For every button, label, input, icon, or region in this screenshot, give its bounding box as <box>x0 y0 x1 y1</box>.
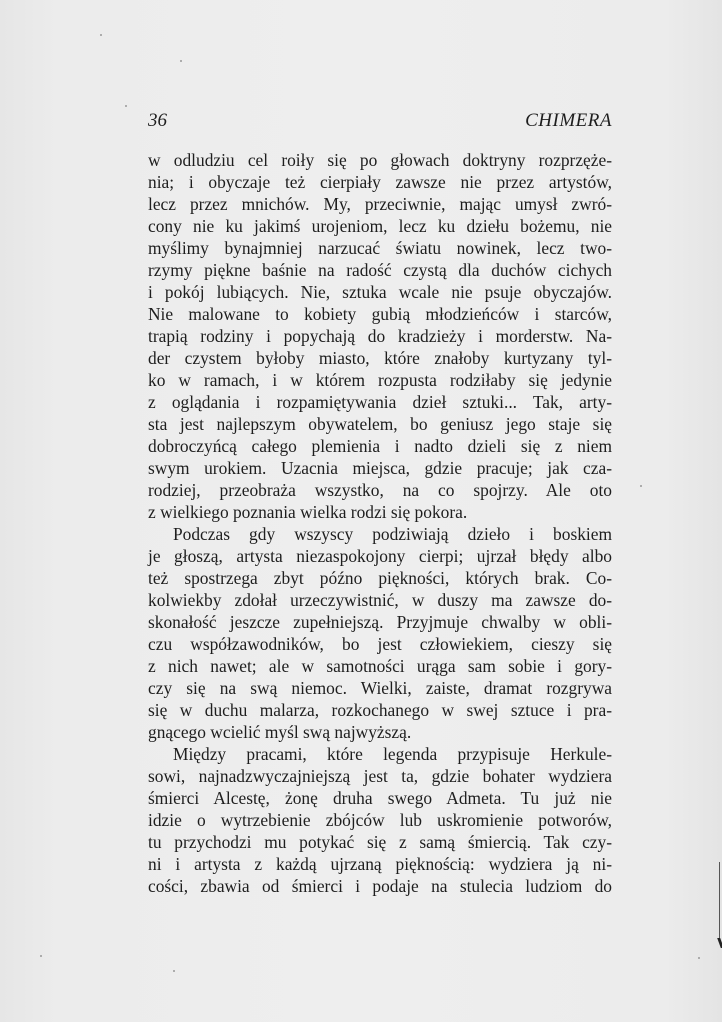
text-line: dobroczyńcą całego plemienia i nadto dzieli się z niem <box>148 436 612 456</box>
paper-speck <box>40 955 42 957</box>
paragraph <box>148 743 612 897</box>
text-line: skonałość jeszcze zupełniejszą. Przyjmuje chwalby w obli- <box>148 612 612 632</box>
body-text <box>148 149 612 897</box>
text-line: myślimy bynajmniej narzucać światu nowinek, lecz two- <box>148 238 612 258</box>
paper-speck <box>100 34 102 36</box>
text-line: kolwiekby zdołał urzeczywistnić, w duszy ma zawsze do- <box>148 590 612 610</box>
text-line: i pokój lubiących. Nie, sztuka wcale nie psuje obyczajów. <box>148 282 612 302</box>
text-line: śmierci Alcestę, żonę druha swego Admeta. Tu już nie <box>148 788 612 808</box>
text-line: czy się na swą niemoc. Wielki, zaiste, dramat rozgrywa <box>148 678 612 698</box>
page-edge-mark <box>717 938 722 948</box>
text-line: gnącego wcielić myśl swą najwyższą. <box>148 722 412 742</box>
text-line: Między pracami, które legenda przypisuje Herkule- <box>173 744 612 764</box>
paper-speck <box>125 105 127 107</box>
text-line: sowi, najnadzwyczajniejszą jest ta, gdzie bohater wydziera <box>148 766 612 786</box>
paper-speck <box>173 970 175 972</box>
text-line: idzie o wytrzebienie zbójców lub uskromienie potworów, <box>148 810 612 830</box>
text-line: nia; i obyczaje też cierpiały zawsze nie przez artystów, <box>148 172 612 192</box>
text-line: swym urokiem. Uzacnia miejsca, gdzie pracuje; jak cza- <box>148 458 612 478</box>
running-header <box>148 110 612 136</box>
text-line: się w duchu malarza, rozkochanego w swej sztuce i pra- <box>148 700 612 720</box>
text-line: sta jest najlepszym obywatelem, bo geniusz jego staje się <box>148 414 612 434</box>
page-number: 36 <box>148 110 167 131</box>
text-line: ni i artysta z każdą ujrzaną pięknością: wydziera ją ni- <box>148 854 612 874</box>
paper-speck <box>698 957 700 959</box>
page-edge-line <box>719 862 720 942</box>
text-line: Nie malowane to kobiety gubią młodzieńców i starców, <box>148 304 612 324</box>
text-line: z oglądania i rozpamiętywania dzieł sztuki... Tak, arty- <box>148 392 612 412</box>
text-line: ko w ramach, i w którem rozpusta rodziłaby się jedynie <box>148 370 612 390</box>
text-line: lecz przez mnichów. My, przeciwnie, mając umysł zwró- <box>148 194 612 214</box>
text-line: rodziej, przeobraża wszystko, na co spojrzy. Ale oto <box>148 480 612 500</box>
paper-speck <box>180 60 182 62</box>
text-line: Podczas gdy wszyscy podziwiają dzieło i boskiem <box>173 524 612 544</box>
text-line: w odludziu cel roiły się po głowach doktryny rozprzęże- <box>148 150 612 170</box>
paragraph <box>148 523 612 743</box>
text-line: też spostrzega zbyt późno piękności, których brak. Co- <box>148 568 612 588</box>
text-line: z nich nawet; ale w samotności urąga sam sobie i gory- <box>148 656 612 676</box>
text-line: czu współzawodników, bo jest człowiekiem, cieszy się <box>148 634 612 654</box>
text-line: je głoszą, artysta niezaspokojony cierpi; ujrzał błędy albo <box>148 546 612 566</box>
text-line: z wielkiego poznania wielka rodzi się pokora. <box>148 502 468 522</box>
text-line: cości, zbawia od śmierci i podaje na stulecia ludziom do <box>148 876 612 896</box>
paper-speck <box>640 485 642 487</box>
paragraph <box>148 149 612 523</box>
running-title: CHIMERA <box>525 110 612 131</box>
text-line: cony nie ku jakimś urojeniom, lecz ku dziełu bożemu, nie <box>148 216 612 236</box>
text-line: trapią rodziny i popychają do kradzieży i morderstw. Na- <box>148 326 612 346</box>
text-line: der czystem byłoby miasto, które znałoby kurtyzany tyl- <box>148 348 612 368</box>
text-line: tu przychodzi mu potykać się z samą śmiercią. Tak czy- <box>148 832 612 852</box>
text-line: rzymy piękne baśnie na radość czystą dla duchów cichych <box>148 260 612 280</box>
